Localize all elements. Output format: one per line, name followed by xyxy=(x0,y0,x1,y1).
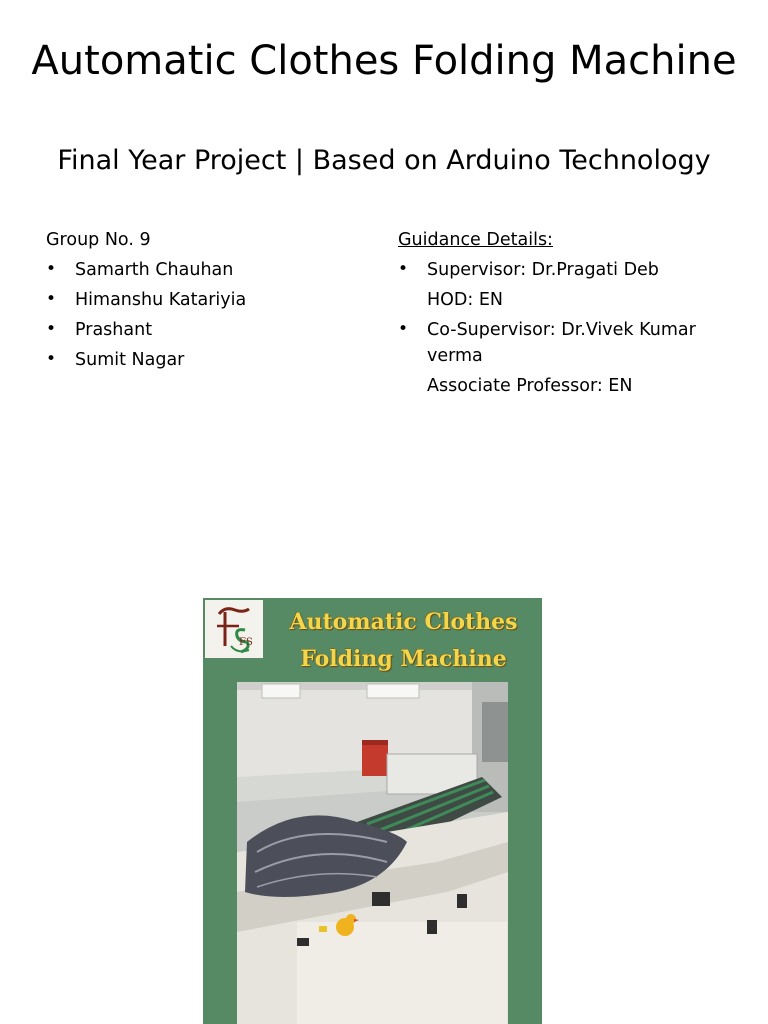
list-item xyxy=(46,347,366,373)
supervisor-text: Supervisor: Dr.Pragati Deb xyxy=(427,260,659,280)
slide-subtitle: Final Year Project | Based on Arduino Technology xyxy=(57,145,711,176)
group-heading: Group No. 9 xyxy=(46,230,151,250)
bullet-icon: • xyxy=(398,319,409,339)
logo-graphic xyxy=(205,600,263,658)
member-name: Sumit Nagar xyxy=(75,350,185,370)
list-item xyxy=(46,287,366,313)
cosupervisor-text: Co-Supervisor: Dr.Vivek Kumar verma xyxy=(427,320,696,366)
logo-text: FS xyxy=(239,637,253,648)
bullet-icon: • xyxy=(46,259,57,279)
group-members-section xyxy=(46,227,366,377)
member-list xyxy=(46,257,366,373)
poster-title-line1: Automatic Clothes xyxy=(289,609,518,635)
guidance-heading: Guidance Details: xyxy=(398,230,553,250)
member-name: Samarth Chauhan xyxy=(75,260,234,280)
list-item xyxy=(398,257,728,283)
member-name: Prashant xyxy=(75,320,153,340)
guidance-list-2 xyxy=(398,317,728,369)
guidance-list xyxy=(398,257,728,283)
poster-title-line2: Folding Machine xyxy=(300,646,507,672)
poster-image xyxy=(203,598,542,1024)
bullet-icon: • xyxy=(46,319,57,339)
cosupervisor-role: Associate Professor: EN xyxy=(427,376,633,396)
slide-title: Automatic Clothes Folding Machine xyxy=(31,38,737,84)
machine-illustration xyxy=(237,682,508,1024)
guidance-section xyxy=(398,227,728,403)
member-name: Himanshu Katariyia xyxy=(75,290,247,310)
list-item xyxy=(46,257,366,283)
machine-photo xyxy=(237,682,508,1024)
bullet-icon: • xyxy=(46,289,57,309)
brand-logo xyxy=(205,600,263,658)
bullet-icon: • xyxy=(398,259,409,279)
list-item xyxy=(398,317,728,369)
poster-title xyxy=(265,604,542,678)
bullet-icon: • xyxy=(46,349,57,369)
list-item xyxy=(46,317,366,343)
supervisor-role: HOD: EN xyxy=(427,290,504,310)
